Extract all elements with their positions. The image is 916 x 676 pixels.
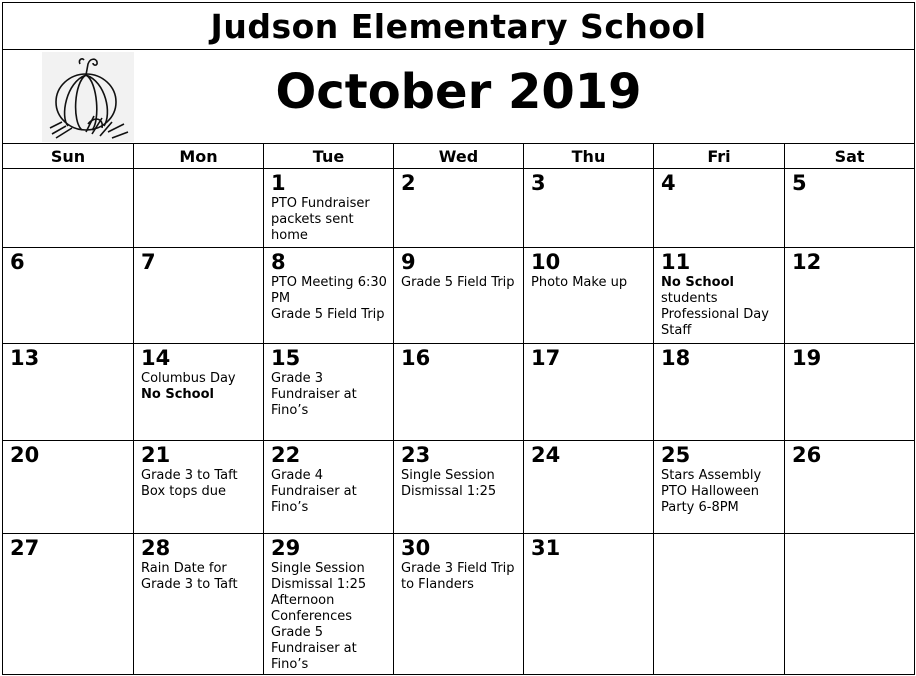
day-cell (134, 534, 264, 675)
day-number: 16 (401, 346, 431, 370)
day-number: 9 (401, 250, 416, 274)
day-cell (394, 169, 524, 248)
event-text: PTO Halloween Party 6-8PM (661, 484, 759, 515)
event-text: PTO Fundraiser packets sent home (271, 196, 370, 243)
event-text: Grade 4 Fundraiser at Fino’s (271, 468, 357, 515)
day-cell (264, 344, 394, 441)
day-number: 21 (141, 443, 171, 467)
day-number: 8 (271, 250, 286, 274)
day-number: 11 (661, 250, 691, 274)
event-text: Professional Day Staff (661, 307, 769, 338)
day-cell (785, 441, 915, 534)
day-cell (264, 248, 394, 344)
day-cell (785, 344, 915, 441)
event-text: Columbus Day (141, 371, 236, 386)
day-cell (264, 534, 394, 675)
school-name: Judson Elementary School (3, 3, 915, 50)
event-text: students (661, 291, 718, 306)
day-cell (785, 534, 915, 675)
day-number: 27 (10, 536, 40, 560)
event-text: Single Session Dismissal 1:25 (271, 561, 367, 592)
day-cell (785, 248, 915, 344)
event-text: Grade 5 Field Trip (401, 275, 515, 290)
day-cell (654, 344, 785, 441)
day-number: 5 (792, 171, 807, 195)
day-cell (3, 534, 134, 675)
event-text: No School (661, 275, 734, 290)
week-row (3, 441, 915, 534)
day-number: 22 (271, 443, 301, 467)
event-text: Grade 3 Fundraiser at Fino’s (271, 371, 357, 418)
event-text: No School (141, 387, 214, 402)
week-row (3, 344, 915, 441)
event-text: Afternoon Conferences (271, 593, 353, 624)
day-cell (785, 169, 915, 248)
day-number: 25 (661, 443, 691, 467)
day-cell (3, 248, 134, 344)
event-text: Rain Date for Grade 3 to Taft (141, 561, 238, 592)
event-text: Stars Assembly (661, 468, 762, 483)
event-text: Single Session Dismissal 1:25 (401, 468, 497, 499)
day-number: 29 (271, 536, 301, 560)
day-number: 18 (661, 346, 691, 370)
day-number: 20 (10, 443, 40, 467)
day-number: 28 (141, 536, 171, 560)
event-text: Box tops due (141, 484, 226, 499)
day-cell (394, 534, 524, 675)
day-number: 2 (401, 171, 416, 195)
day-cell (3, 169, 134, 248)
day-cell (264, 441, 394, 534)
day-number: 7 (141, 250, 156, 274)
day-cell (394, 248, 524, 344)
weekday-thu: Thu (524, 144, 654, 169)
event-text: Grade 5 Field Trip (271, 307, 385, 322)
day-cell (264, 169, 394, 248)
weekday-sun: Sun (3, 144, 134, 169)
day-cell (524, 344, 654, 441)
event-text: Grade 3 Field Trip to Flanders (401, 561, 515, 592)
day-cell (3, 441, 134, 534)
day-number: 13 (10, 346, 40, 370)
day-number: 4 (661, 171, 676, 195)
day-number: 3 (531, 171, 546, 195)
day-number: 15 (271, 346, 301, 370)
weekday-mon: Mon (134, 144, 264, 169)
day-number: 10 (531, 250, 561, 274)
event-text: Grade 3 to Taft (141, 468, 238, 483)
week-row (3, 534, 915, 675)
day-cell (654, 441, 785, 534)
day-cell (654, 534, 785, 675)
day-cell (394, 441, 524, 534)
day-number: 26 (792, 443, 822, 467)
day-cell (524, 169, 654, 248)
day-number: 23 (401, 443, 431, 467)
event-text: Grade 5 Fundraiser at Fino’s (271, 625, 357, 672)
day-cell (524, 441, 654, 534)
day-number: 14 (141, 346, 171, 370)
day-cell (134, 169, 264, 248)
day-number: 6 (10, 250, 25, 274)
day-cell (3, 344, 134, 441)
week-row (3, 248, 915, 344)
weekday-header-row (3, 144, 915, 169)
weekday-fri: Fri (654, 144, 785, 169)
weekday-tue: Tue (264, 144, 394, 169)
calendar-table (2, 2, 915, 675)
month-header (3, 50, 915, 144)
event-text: Photo Make up (531, 275, 628, 290)
month-title: October 2019 (275, 64, 642, 120)
day-cell (134, 248, 264, 344)
week-row (3, 169, 915, 248)
weekday-sat: Sat (785, 144, 915, 169)
day-number: 17 (531, 346, 561, 370)
day-number: 24 (531, 443, 561, 467)
day-number: 1 (271, 171, 286, 195)
day-number: 12 (792, 250, 822, 274)
day-number: 19 (792, 346, 822, 370)
day-cell (134, 441, 264, 534)
day-cell (524, 248, 654, 344)
day-number: 31 (531, 536, 561, 560)
day-number: 30 (401, 536, 431, 560)
day-cell (654, 169, 785, 248)
day-cell (524, 534, 654, 675)
event-text: PTO Meeting 6:30 PM (271, 275, 387, 306)
day-cell (394, 344, 524, 441)
day-cell (654, 248, 785, 344)
day-cell (134, 344, 264, 441)
weekday-wed: Wed (394, 144, 524, 169)
